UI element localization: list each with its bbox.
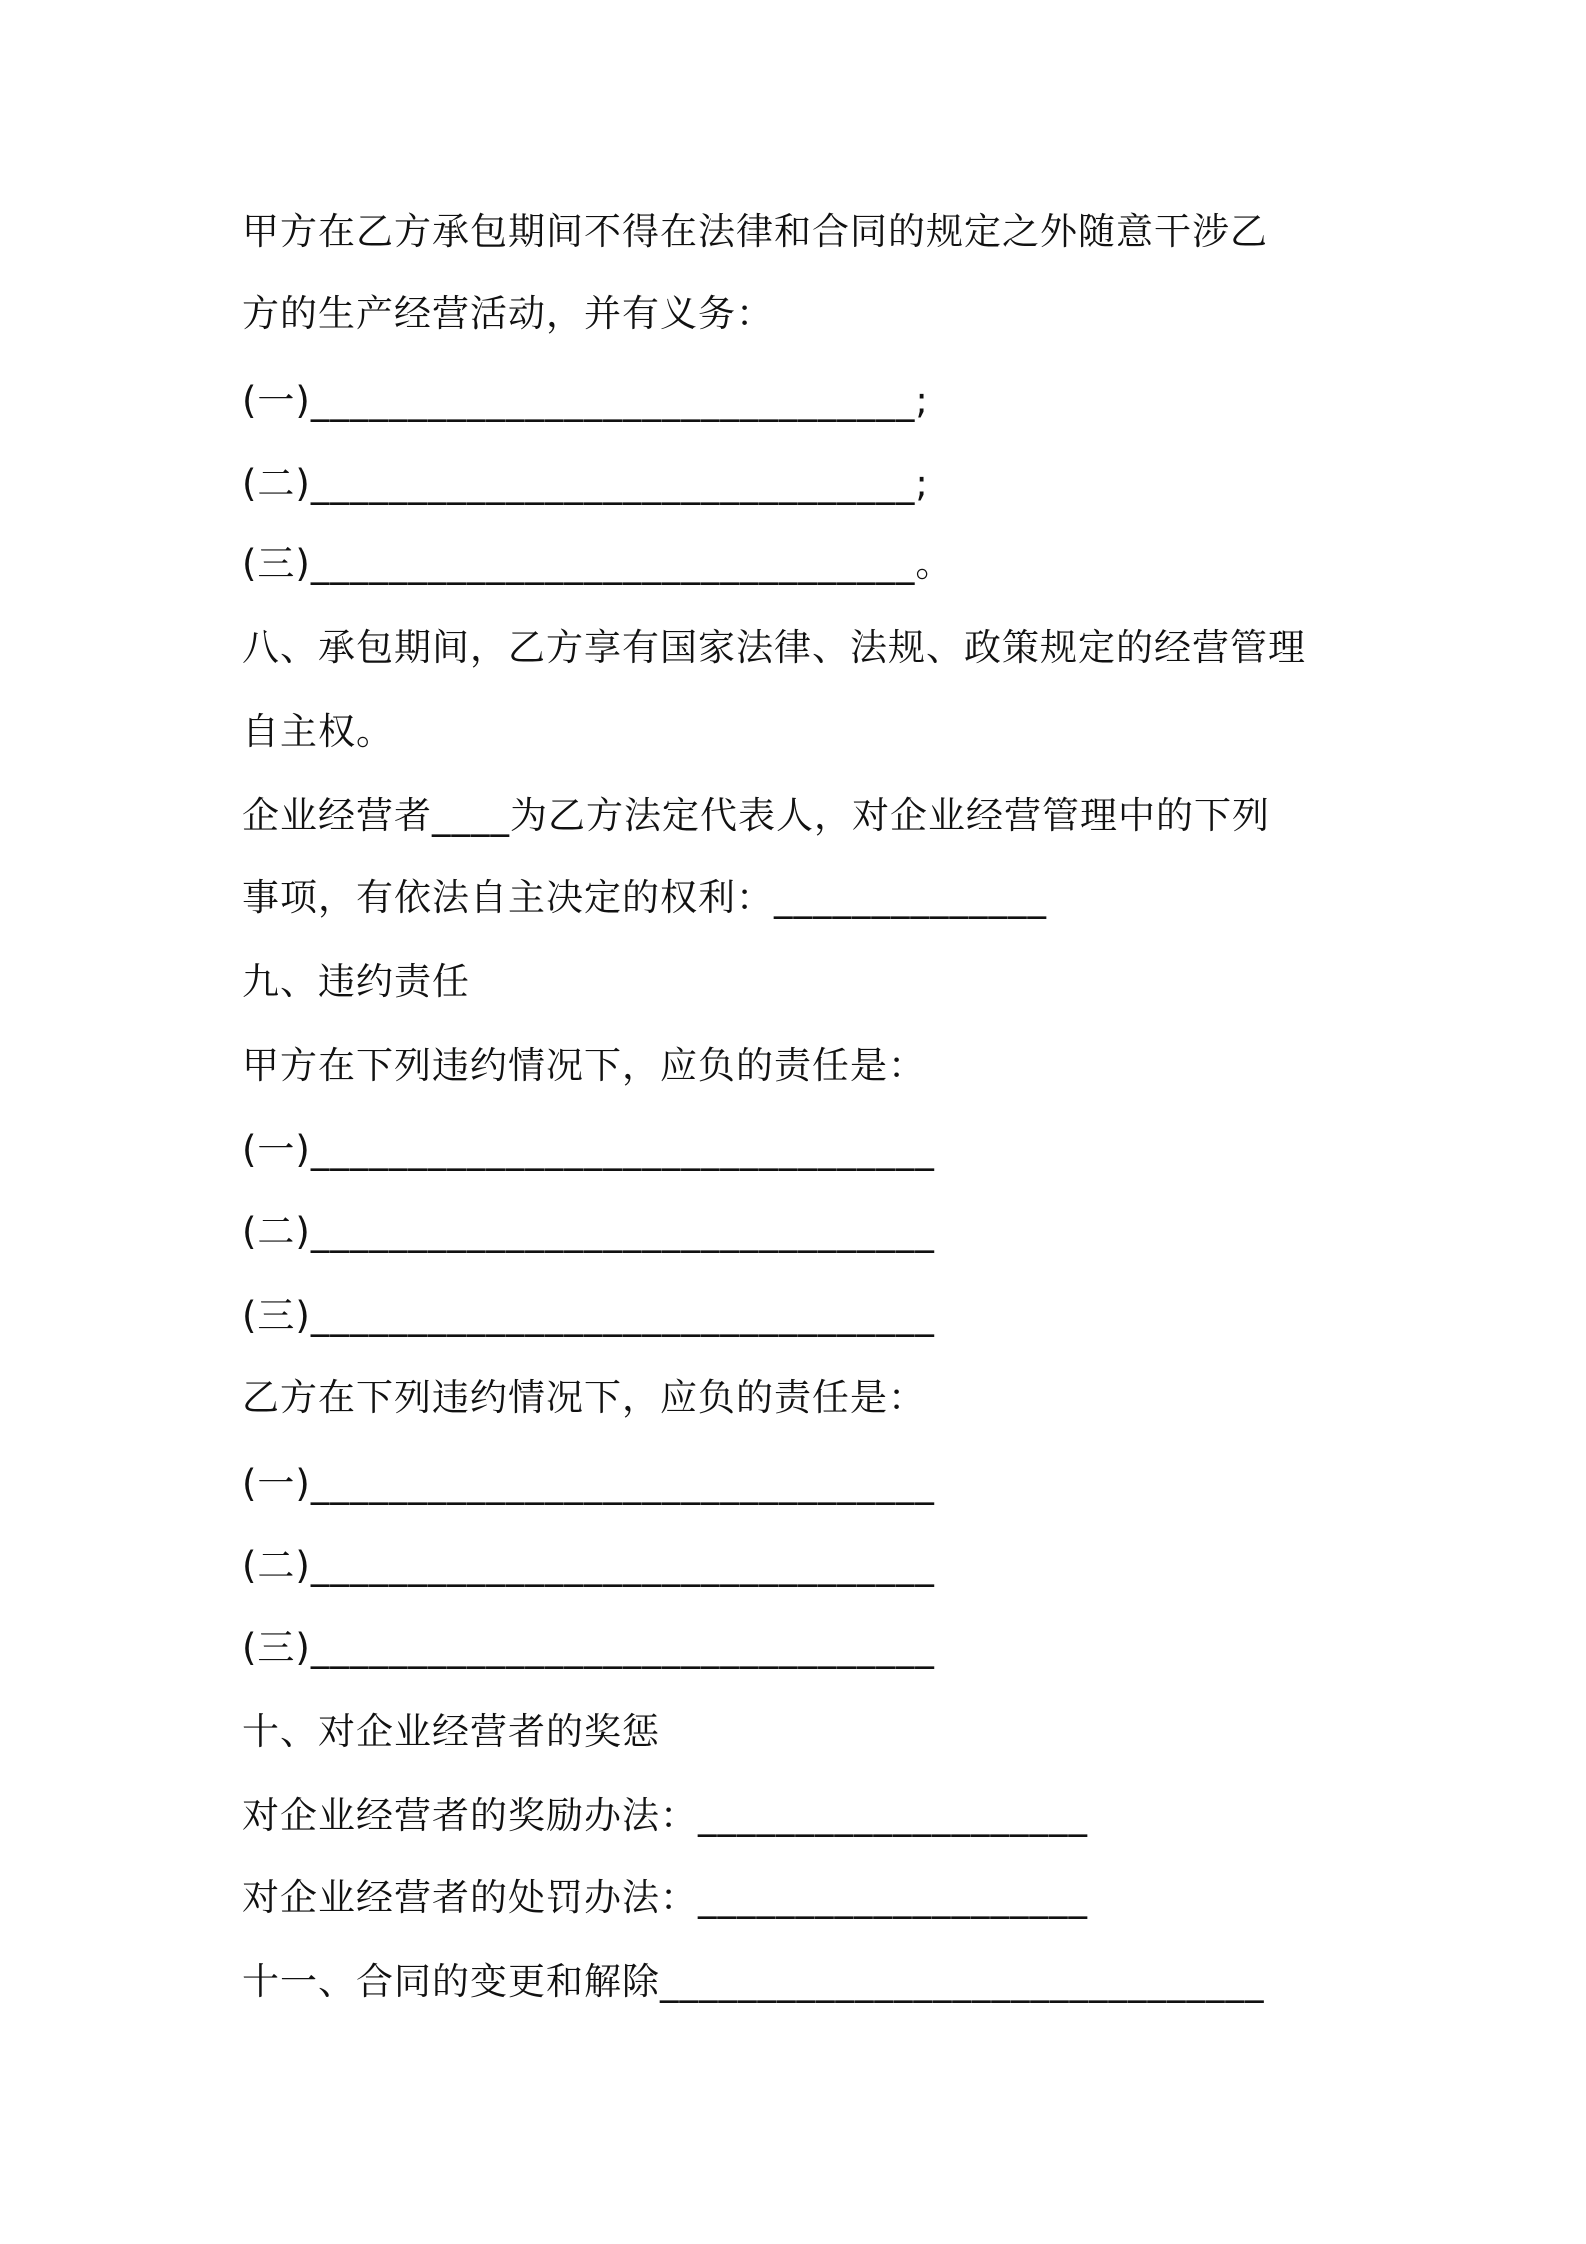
party-b-liability-item-3: (三)________________________________ xyxy=(242,1626,935,1669)
clause-11-heading: 十一、合同的变更和解除_______________________________ xyxy=(242,1960,1265,2003)
clause-9-heading: 九、违约责任 xyxy=(242,960,470,1003)
party-a-liability-item-3: (三)________________________________ xyxy=(242,1294,935,1337)
clause-7-text-line-2: 方的生产经营活动，并有义务： xyxy=(242,292,774,335)
party-b-liability-item-2: (二)________________________________ xyxy=(242,1544,935,1587)
party-a-liability-item-2: (二)________________________________ xyxy=(242,1210,935,1253)
party-a-liability-intro: 甲方在下列违约情况下，应负的责任是： xyxy=(242,1044,926,1087)
party-a-liability-item-1: (一)________________________________ xyxy=(242,1128,935,1171)
obligation-item-1: (一)_______________________________; xyxy=(242,379,929,422)
clause-8-heading-line-1: 八、承包期间，乙方享有国家法律、法规、政策规定的经营管理 xyxy=(242,626,1306,669)
obligation-item-2: (二)_______________________________; xyxy=(242,462,929,505)
clause-8-text-line-1: 企业经营者____为乙方法定代表人，对企业经营管理中的下列 xyxy=(242,794,1270,837)
penalty-method-line: 对企业经营者的处罚办法：____________________ xyxy=(242,1876,1088,1919)
clause-10-heading: 十、对企业经营者的奖惩 xyxy=(242,1710,660,1753)
party-b-liability-item-1: (一)________________________________ xyxy=(242,1462,935,1505)
clause-7-text-line-1: 甲方在乙方承包期间不得在法律和合同的规定之外随意干涉乙 xyxy=(242,210,1268,253)
reward-method-line: 对企业经营者的奖励办法：____________________ xyxy=(242,1794,1088,1837)
clause-8-text-line-2: 事项，有依法自主决定的权利：______________ xyxy=(242,876,1047,919)
clause-8-heading-line-2: 自主权。 xyxy=(242,710,394,753)
obligation-item-3: (三)_______________________________。 xyxy=(242,542,954,585)
party-b-liability-intro: 乙方在下列违约情况下，应负的责任是： xyxy=(242,1376,926,1419)
